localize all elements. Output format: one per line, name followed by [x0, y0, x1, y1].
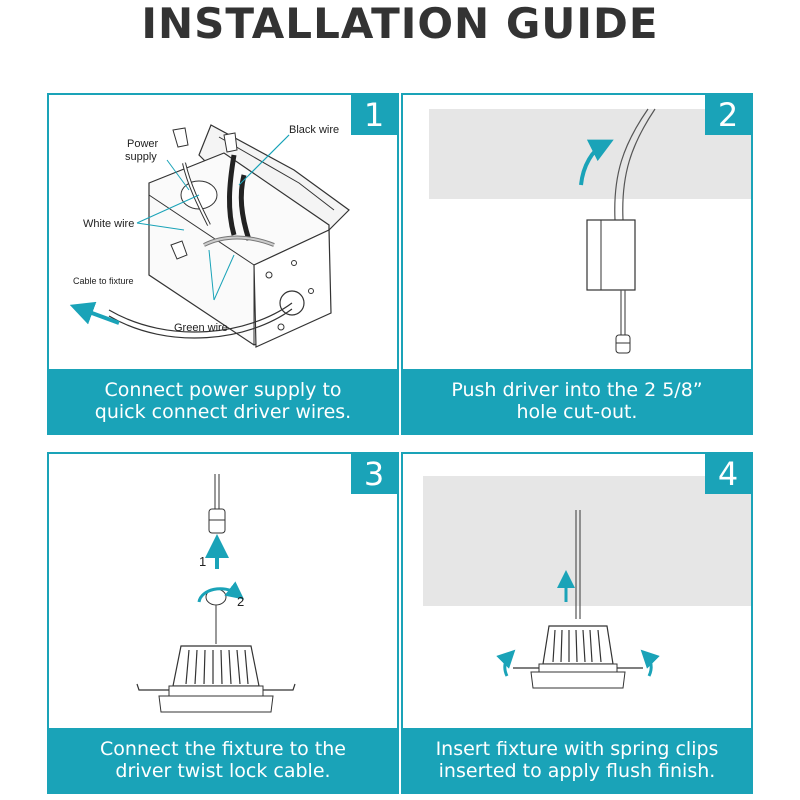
caption-line: hole cut-out.: [516, 401, 638, 423]
cable-to-fixture-label: Cable to fixture: [73, 276, 134, 286]
green-wire-label: Green wire: [174, 322, 228, 334]
step-caption: [403, 728, 751, 792]
step-number-badge: 3: [351, 454, 397, 494]
caption-line: driver twist lock cable.: [115, 760, 331, 782]
caption-line: Connect the fixture to the: [100, 738, 346, 760]
sub-step-1-label: 1: [199, 554, 207, 569]
power-supply-label-line2: supply: [125, 151, 157, 163]
fixture-insertion-illustration: [403, 454, 751, 728]
step-1-panel: [47, 93, 399, 435]
step-number-badge: 2: [705, 95, 751, 135]
power-supply-label-line1: Power: [127, 138, 159, 150]
sub-step-2-label: 2: [237, 594, 245, 609]
caption-line: inserted to apply flush finish.: [438, 760, 716, 782]
step-caption: [49, 728, 397, 792]
step-number-badge: 4: [705, 454, 751, 494]
step-caption: [49, 369, 397, 433]
ceiling: [429, 109, 751, 199]
step-4-panel: [401, 452, 753, 794]
step-2-panel: [401, 93, 753, 435]
caption-line: Push driver into the 2 5/8”: [451, 379, 703, 401]
caption-line: Insert fixture with spring clips: [435, 738, 719, 760]
caption-line: quick connect driver wires.: [94, 401, 352, 423]
step-caption: [403, 369, 751, 433]
twist-lock-connection-illustration: [49, 454, 397, 728]
step-number-badge: 1: [351, 95, 397, 135]
junction-box-illustration: [49, 95, 397, 369]
driver-insertion-illustration: [403, 95, 751, 369]
page-title: INSTALLATION GUIDE: [141, 0, 659, 48]
driver-box: [587, 220, 635, 290]
ceiling: [423, 476, 751, 606]
step-3-panel: [47, 452, 399, 794]
black-wire-label: Black wire: [289, 124, 340, 136]
white-wire-label: White wire: [83, 218, 135, 230]
caption-line: Connect power supply to: [104, 379, 342, 401]
